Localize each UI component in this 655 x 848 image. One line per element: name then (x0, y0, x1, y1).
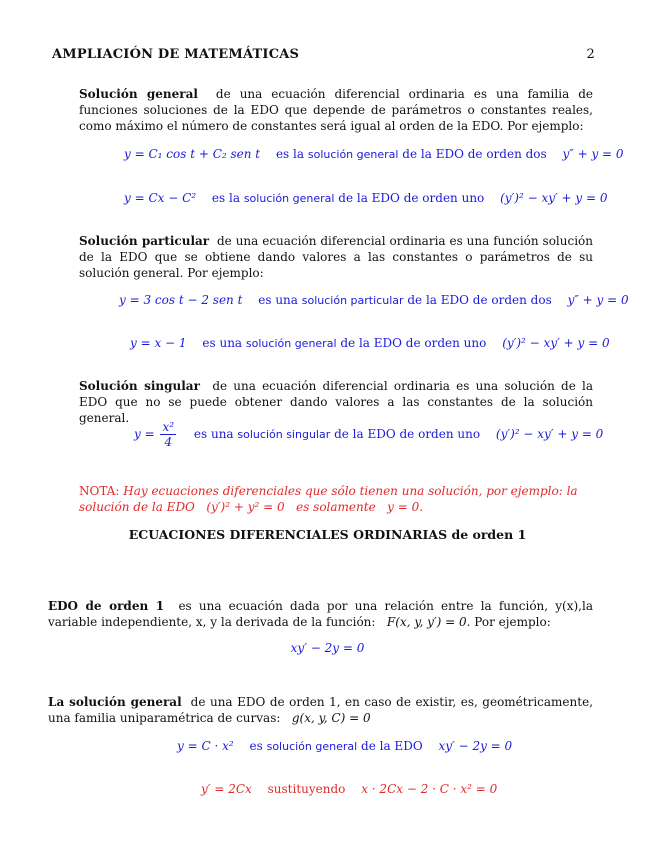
equation-post: de la EDO de orden uno (338, 191, 485, 205)
equation-pre: es una (258, 293, 298, 307)
definition-text: de una ecuación diferencial ordinaria es una función solución de la EDO que se obtiene dando valores a las constantes o parámetros de su solución general. Por ejemplo: (79, 234, 593, 280)
equation-post: de la EDO de orden uno (334, 427, 481, 441)
term-solucion-particular: Solución particular (79, 234, 210, 248)
equation-edo: (y′)² − xy′ + y = 0 (495, 427, 604, 441)
equation-example (124, 190, 608, 207)
note-text: Hay ecuaciones diferenciales que sólo tienen una solución, por ejemplo: la solución de la EDO (79, 484, 578, 514)
section-title: ECUACIONES DIFERENCIALES ORDINARIAS de orden 1 (128, 527, 527, 542)
definition-text: es una ecuación dada por una relación entre la función, y(x),la variable independiente, x, y la derivada de la función: (48, 599, 593, 629)
term-solucion-general: La solución general (48, 695, 182, 709)
equation-edo: (y′)² − xy′ + y = 0 (500, 191, 608, 205)
derivation-rhs: x · 2Cx − 2 · C · x² = 0 (361, 782, 498, 796)
equation-highlight: solución general (266, 740, 358, 753)
page-number: 2 (586, 47, 595, 62)
relation: F(x, y, y′) = 0. (386, 615, 471, 629)
equation-post: de la EDO de orden dos (407, 293, 552, 307)
term-solucion-general: Solución general (79, 87, 198, 101)
definition-solucion-general-orden-1 (48, 694, 593, 726)
equation-pre: es la (211, 191, 240, 205)
definition-text: de una ecuación diferencial ordinaria es una solución de la EDO que no se puede obtener dando valores a las constantes de la solución general. (79, 379, 593, 425)
derivation-lhs: y′ = 2Cx (201, 782, 252, 796)
equation-lhs: y = (134, 427, 155, 441)
equation-post: de la EDO de orden uno (340, 336, 487, 350)
equation-highlight: solución general (307, 148, 399, 161)
equation-edo: y″ + y = 0 (567, 293, 629, 307)
equation-example (130, 335, 610, 352)
fraction (160, 420, 176, 449)
equation-edo: (y′)² − xy′ + y = 0 (502, 336, 610, 350)
definition-edo-orden-1 (48, 598, 593, 630)
equation-edo: xy′ − 2y = 0 (290, 641, 365, 655)
equation-post: de la EDO de orden dos (402, 147, 547, 161)
page-header-title: AMPLIACIÓN DE MATEMÁTICAS (52, 47, 300, 62)
definition-solucion-particular (79, 233, 593, 281)
definition-text: de una EDO de orden 1, en caso de existir, es, geométricamente, una familia uniparamétrica de curvas: (48, 695, 594, 725)
fraction-denominator: 4 (164, 435, 173, 449)
relation: g(x, y, C) = 0 (291, 711, 371, 725)
note-solution: y = 0. (387, 500, 424, 514)
note (79, 483, 593, 515)
equation-pre: es una (202, 336, 243, 350)
term-solucion-singular: Solución singular (79, 379, 200, 393)
equation-pre: es (249, 739, 263, 753)
equation-example (119, 292, 629, 309)
equation-example (134, 420, 603, 449)
fraction-numerator: x² (162, 420, 175, 434)
equation-post: de la EDO (361, 739, 423, 753)
equation-example (177, 738, 512, 755)
definition-text: de una ecuación diferencial ordinaria es una familia de funciones soluciones de la EDO que depende de parámetros o constantes reales, como máximo el número de constantes será igual al orden de la EDO. Por ejemplo: (79, 87, 593, 133)
equation-lhs: y = C · x² (177, 739, 234, 753)
equation-lhs: y = 3 cos t − 2 sen t (119, 293, 243, 307)
note-text: es solamente (296, 500, 376, 514)
equation-lhs: y = x − 1 (130, 336, 187, 350)
equation-edo: y″ + y = 0 (562, 147, 624, 161)
equation-edo: xy′ − 2y = 0 (438, 739, 513, 753)
equation-example (0, 640, 655, 656)
definition-solucion-singular (79, 378, 593, 426)
equation-example (124, 146, 624, 163)
equation-pre: es una (193, 427, 234, 441)
note-equation: (y′)² + y² = 0 (206, 500, 285, 514)
equation-lhs: y = Cx − C² (124, 191, 197, 205)
equation-highlight: solución singular (237, 428, 331, 441)
equation-highlight: solución particular (301, 294, 404, 307)
note-label: NOTA: (79, 484, 120, 498)
equation-highlight: solución general (243, 192, 335, 205)
equation-pre: es la (275, 147, 305, 161)
equation-lhs: y = C₁ cos t + C₂ sen t (124, 147, 261, 161)
equation-derivation (201, 781, 497, 797)
definition-tail: Por ejemplo: (474, 615, 551, 629)
derivation-text: sustituyendo (267, 782, 346, 796)
equation-highlight: solución general (245, 337, 337, 350)
term-edo-orden-1: EDO de orden 1 (48, 599, 165, 613)
definition-solucion-general (79, 86, 593, 134)
